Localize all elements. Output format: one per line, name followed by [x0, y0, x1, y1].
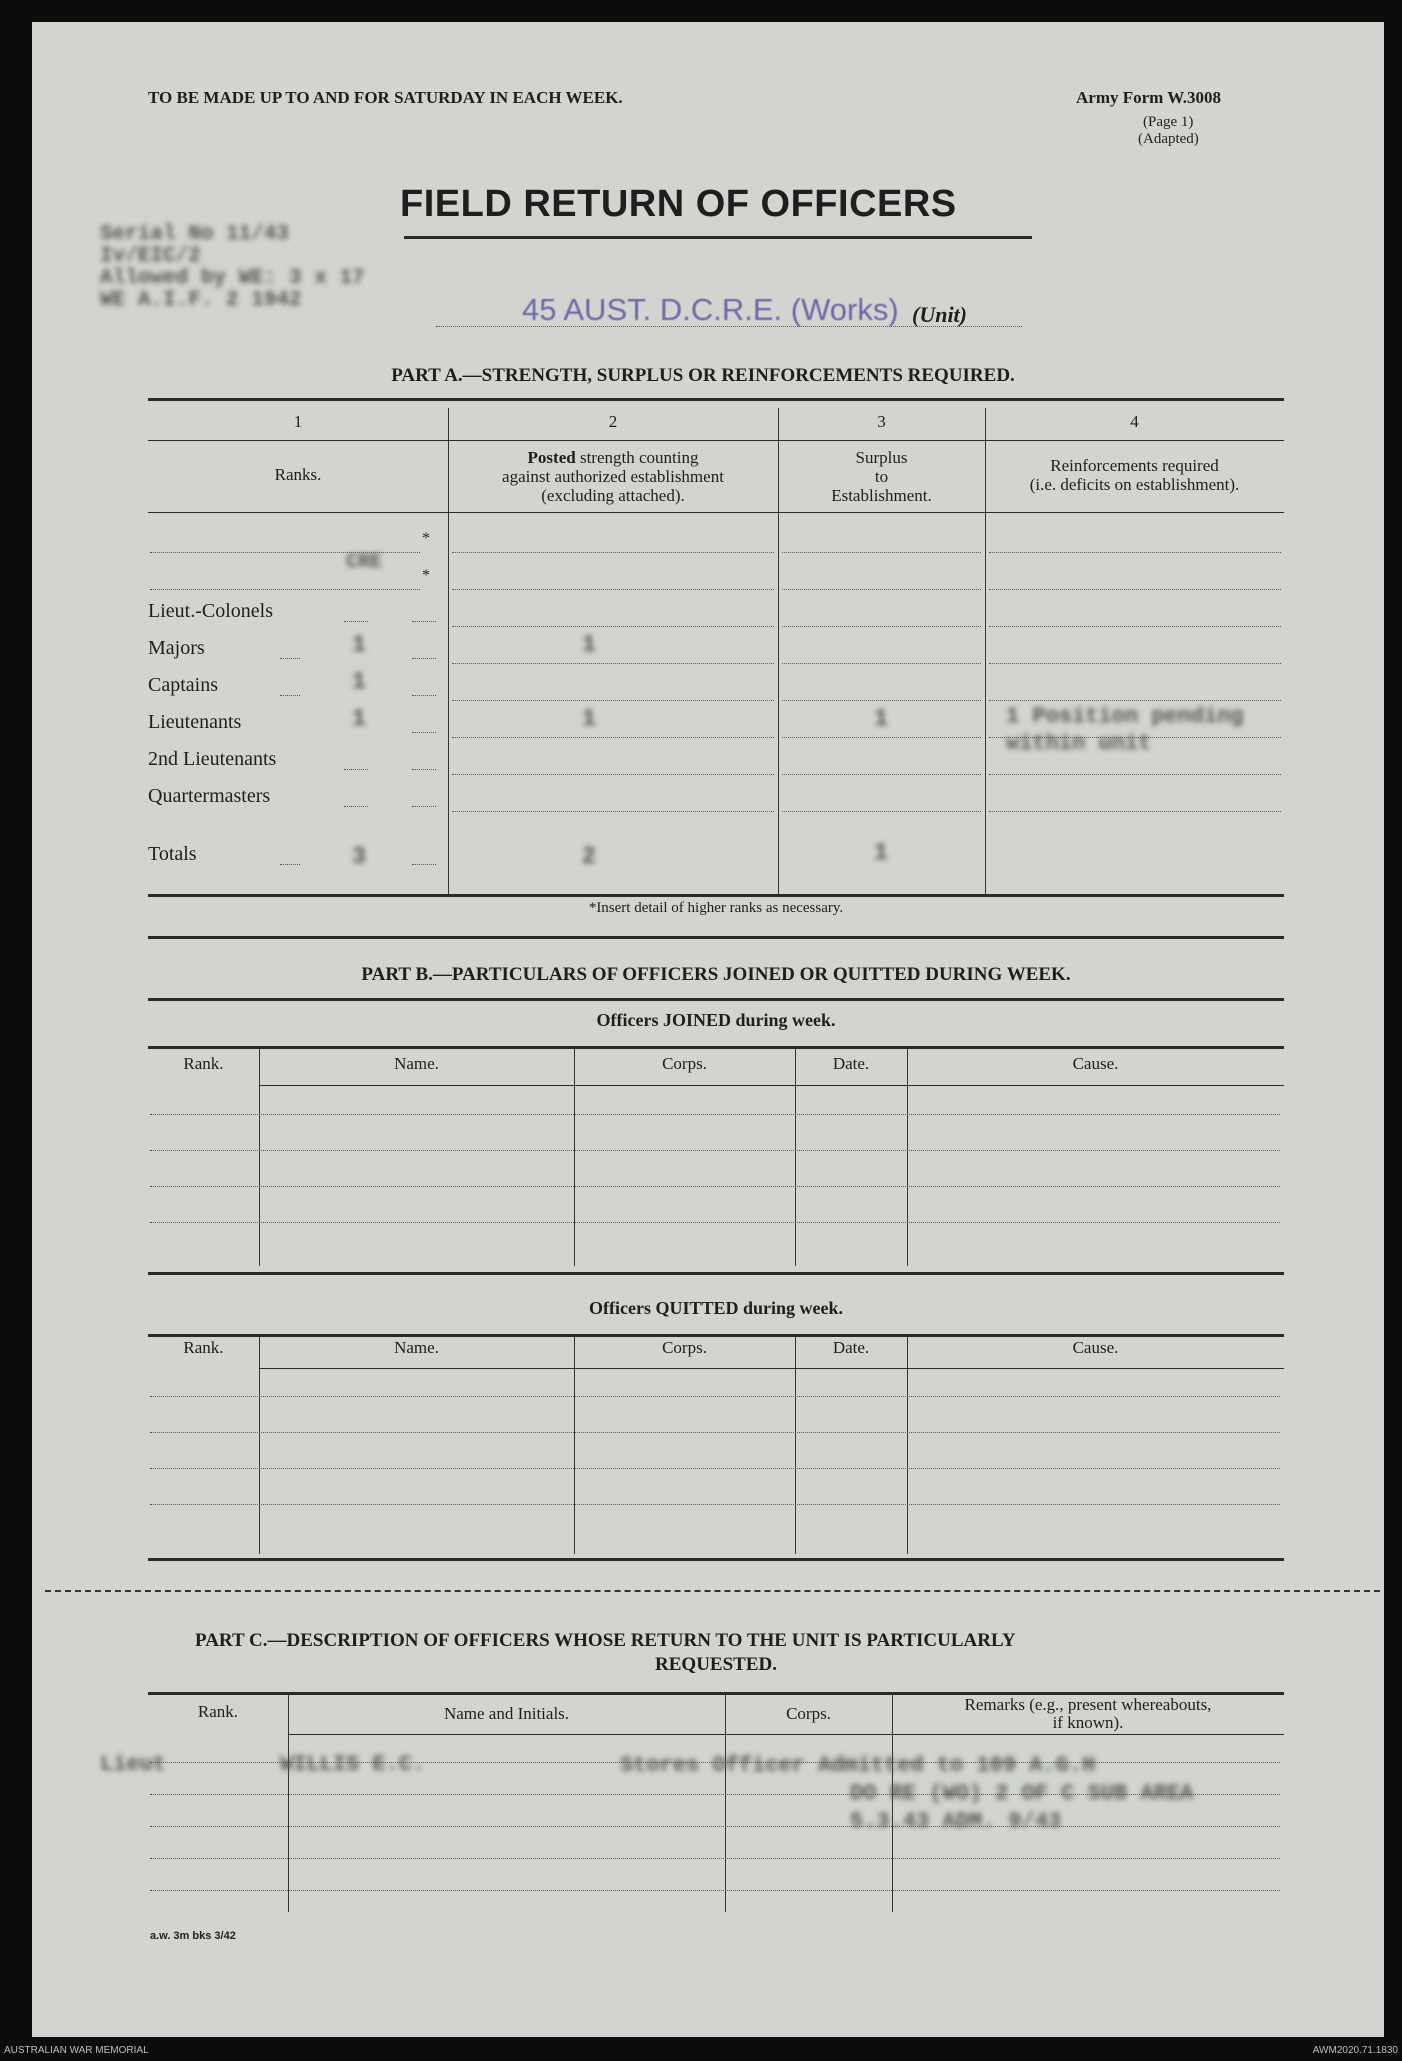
- perforation-line: [45, 1590, 1380, 1592]
- leader-dots: [280, 864, 300, 865]
- joined-col-rank: Rank.: [183, 1054, 224, 1073]
- part-a-heading: PART A.—STRENGTH, SURPLUS OR REINFORCEMENTS REQUIRED.: [391, 365, 1015, 386]
- part-c-row-line: [150, 1890, 1280, 1891]
- leader-dots: [412, 806, 436, 807]
- cell-line: [989, 700, 1281, 701]
- quitted-col-corps: Corps.: [662, 1338, 707, 1357]
- cell-line: [989, 811, 1281, 812]
- joined-row-line: [150, 1114, 1280, 1115]
- part-c-entry-remarks: Stores Officer Admitted to 109 A.G.H DO RE (WO) 2 OF C SUB AREA 5.3.43 ADM. 9/43: [620, 1753, 1194, 1834]
- totals-label: Totals: [148, 843, 197, 865]
- quitted-col-name: Name.: [394, 1338, 439, 1357]
- joined-col-corps: Corps.: [662, 1054, 707, 1073]
- cell-line: [782, 626, 981, 627]
- lieutenants-col3: 1: [873, 706, 889, 733]
- leader-dots: [412, 658, 436, 659]
- blank-rank-line: [150, 589, 420, 590]
- part-c-heading-cont: REQUESTED.: [655, 1654, 777, 1675]
- cell-line: [452, 626, 774, 627]
- cell-line: [782, 663, 981, 664]
- captains-col1: 1: [351, 669, 367, 696]
- joined-title: Officers JOINED during week.: [596, 1010, 836, 1030]
- joined-col-divider: [574, 1048, 575, 1266]
- majors-col2: 1: [581, 632, 597, 659]
- footnote-marker: *: [422, 530, 430, 547]
- footnote: *Insert detail of higher ranks as necessary.: [588, 900, 844, 916]
- part-c-row-line: [150, 1858, 1280, 1859]
- quitted-row-line: [150, 1468, 1280, 1469]
- instruction-text: TO BE MADE UP TO AND FOR SATURDAY IN EACH WEEK.: [148, 88, 623, 107]
- col-header-reinforcements: Reinforcements required (i.e. deficits on establishment).: [1029, 456, 1240, 494]
- part-c-col-rank: Rank.: [197, 1702, 239, 1721]
- rank-label-2nd-lieutenants: 2nd Lieutenants: [148, 748, 277, 770]
- col-header-posted: Posted strength counting against authorized establishment (excluding attached).: [502, 448, 724, 505]
- quitted-row-line: [150, 1432, 1280, 1433]
- totals-col3: 1: [873, 840, 889, 867]
- col-header-surplus: Surplus to Establishment.: [831, 448, 932, 505]
- quitted-row-line: [150, 1396, 1280, 1397]
- col-header-ranks: Ranks.: [274, 465, 322, 484]
- part-c-col-remarks: Remarks (e.g., present whereabouts, if known).: [964, 1695, 1212, 1732]
- cell-line: [989, 774, 1281, 775]
- part-c-col-corps: Corps.: [786, 1704, 831, 1723]
- footer-credit: AUSTRALIAN WAR MEMORIAL: [4, 2045, 149, 2056]
- col-number-4: 4: [1130, 412, 1139, 431]
- lieutenants-col2: 1: [581, 706, 597, 733]
- col-number-rule: [148, 440, 1284, 441]
- form-number: Army Form W.3008: [1076, 88, 1221, 107]
- cell-line: [452, 774, 774, 775]
- leader-dots: [280, 695, 300, 696]
- rank-label-quartermasters: Quartermasters: [148, 785, 271, 807]
- reinforcement-remark: 1 Position pending within unit: [1006, 704, 1244, 756]
- lieutenants-col1: 1: [351, 706, 367, 733]
- leader-dots: [344, 769, 368, 770]
- leader-dots: [412, 864, 436, 865]
- blank-rank-entry: CRE: [346, 551, 383, 574]
- footer-accession: AWM2020.71.1830: [1312, 2045, 1398, 2056]
- cell-line: [452, 737, 774, 738]
- cell-line: [452, 663, 774, 664]
- joined-row-line: [150, 1150, 1280, 1151]
- cell-line: [782, 589, 981, 590]
- quitted-row-line: [150, 1504, 1280, 1505]
- totals-col1: 3: [351, 844, 367, 871]
- quitted-col-date: Date.: [832, 1338, 870, 1357]
- part-b-heading: PART B.—PARTICULARS OF OFFICERS JOINED OR QUITTED DURING WEEK.: [361, 964, 1071, 985]
- title-rule: [404, 236, 1032, 239]
- cell-line: [452, 700, 774, 701]
- part-c-header-rule: [288, 1734, 1284, 1735]
- part-a-bottom-rule: [148, 894, 1284, 897]
- quitted-header-rule: [259, 1368, 1284, 1369]
- part-c-col-name: Name and Initials.: [443, 1704, 570, 1723]
- majors-col1: 1: [351, 632, 367, 659]
- quitted-col-cause: Cause.: [1072, 1338, 1119, 1357]
- cell-line: [452, 552, 774, 553]
- joined-col-divider: [259, 1048, 260, 1266]
- part-a-close-rule: [148, 936, 1284, 939]
- quitted-top-rule: [148, 1334, 1284, 1337]
- joined-col-name: Name.: [394, 1054, 439, 1073]
- joined-header-rule: [259, 1085, 1284, 1086]
- joined-col-divider: [795, 1048, 796, 1266]
- cell-line: [782, 737, 981, 738]
- joined-top-rule: [148, 1046, 1284, 1049]
- cell-line: [452, 589, 774, 590]
- leader-dots: [344, 806, 368, 807]
- cell-line: [782, 552, 981, 553]
- col-number-2: 2: [608, 412, 618, 431]
- cell-line: [989, 663, 1281, 664]
- cell-line: [782, 700, 981, 701]
- quitted-col-rank: Rank.: [183, 1338, 224, 1357]
- leader-dots: [344, 621, 368, 622]
- leader-dots: [412, 695, 436, 696]
- cell-line: [989, 552, 1281, 553]
- rank-label-lieut-colonels: Lieut.-Colonels: [148, 600, 273, 622]
- rank-label-lieutenants: Lieutenants: [148, 711, 242, 733]
- part-c-col-divider: [288, 1694, 289, 1912]
- col-number-1: 1: [293, 412, 303, 431]
- quitted-bottom-rule: [148, 1558, 1284, 1561]
- cell-line: [452, 811, 774, 812]
- leader-dots: [412, 769, 436, 770]
- joined-row-line: [150, 1222, 1280, 1223]
- rank-label-captains: Captains: [148, 674, 218, 696]
- footnote-marker: *: [422, 567, 430, 584]
- quitted-title: Officers QUITTED during week.: [589, 1298, 843, 1318]
- leader-dots: [412, 732, 436, 733]
- part-b-rule: [148, 998, 1284, 1001]
- cell-line: [782, 774, 981, 775]
- part-c-heading: PART C.—DESCRIPTION OF OFFICERS WHOSE RETURN TO THE UNIT IS PARTICULARLY: [195, 1630, 1016, 1651]
- joined-bottom-rule: [148, 1272, 1284, 1275]
- joined-col-cause: Cause.: [1072, 1054, 1119, 1073]
- joined-col-divider: [907, 1048, 908, 1266]
- page-title: FIELD RETURN OF OFFICERS: [400, 183, 957, 225]
- print-code: a.w. 3m bks 3/42: [150, 1930, 236, 1942]
- part-a-top-rule: [148, 398, 1284, 401]
- leader-dots: [412, 621, 436, 622]
- unit-label: (Unit): [912, 302, 967, 327]
- part-c-entry-name: WILLIS E.C.: [280, 1752, 426, 1777]
- totals-col2: 2: [581, 844, 597, 871]
- joined-row-line: [150, 1186, 1280, 1187]
- col-number-3: 3: [877, 412, 886, 431]
- form-page: (Page 1): [1143, 114, 1194, 130]
- header-bottom-rule: [148, 512, 1284, 513]
- form-adapted: (Adapted): [1138, 131, 1199, 147]
- cell-line: [782, 811, 981, 812]
- serial-stamp: Serial No 11/43 Iv/EIC/2 Allowed by WE: 3 x 17 WE A.I.F. 2 1942: [100, 223, 365, 312]
- joined-col-date: Date.: [832, 1054, 870, 1073]
- part-c-entry-rank: Lieut: [100, 1752, 167, 1777]
- cell-line: [989, 589, 1281, 590]
- leader-dots: [280, 658, 300, 659]
- cell-line: [989, 626, 1281, 627]
- unit-stamp: 45 AUST. D.C.R.E. (Works): [522, 292, 899, 327]
- rank-label-majors: Majors: [148, 637, 205, 659]
